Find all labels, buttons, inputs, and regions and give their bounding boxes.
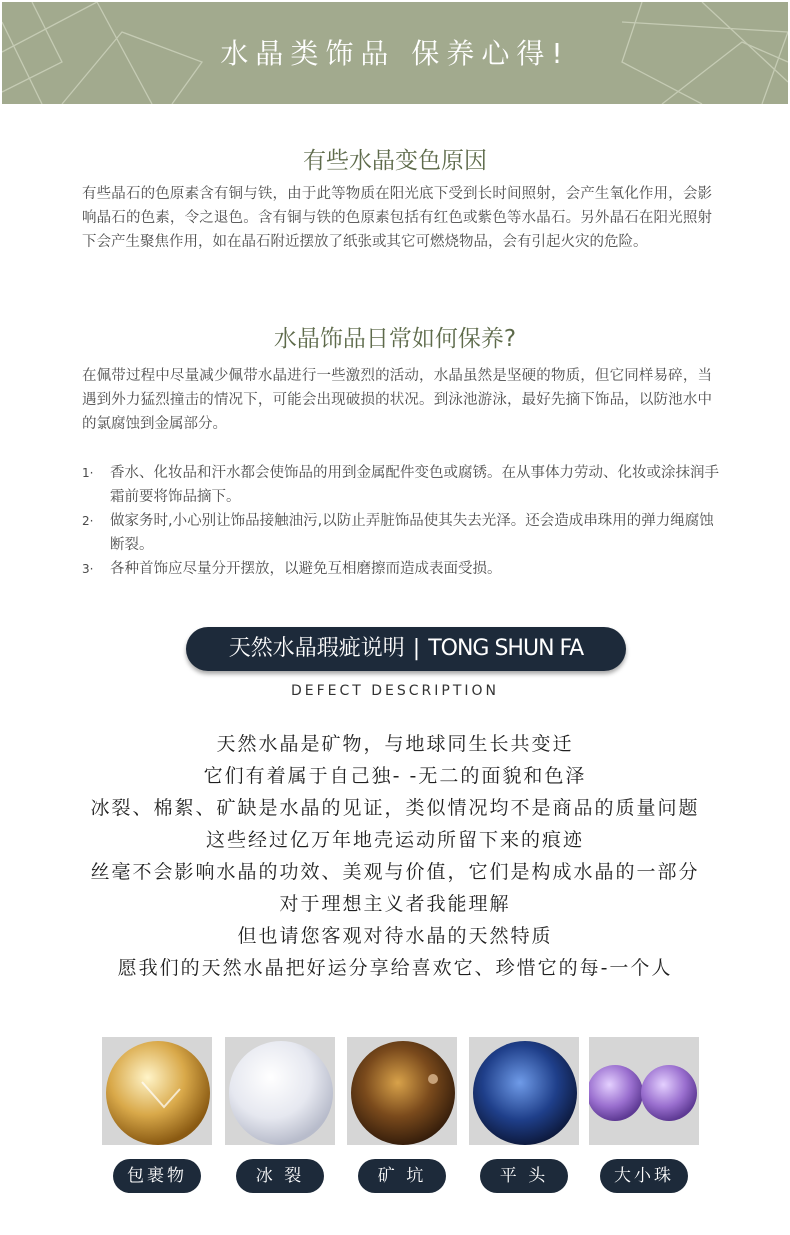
defect-banner-en: TONG SHUN FA (428, 636, 584, 661)
list-item-number: 3· (82, 562, 94, 576)
list-item-text: 香水、化妆品和汗水都会使饰品的用到金属配件变色或腐锈。在从事体力劳动、化妆或涂抹润手霜前要将饰品摘下。 (110, 465, 719, 505)
crystal-bead-image (347, 1037, 457, 1145)
list-item (82, 461, 722, 509)
section-title-discoloration: 有些水晶变色原因 (303, 148, 487, 174)
crystal-bead-image (469, 1037, 579, 1145)
defect-subtitle: DEFECT DESCRIPTION (290, 683, 500, 699)
list-item-number: 2· (82, 514, 94, 528)
sample-label-pit: 矿 坑 (358, 1159, 446, 1193)
sample-image-inclusion (102, 1037, 212, 1145)
sample-image-size-variance (589, 1037, 699, 1145)
list-item-text: 做家务时,小心别让饰品接触油污,以防止弄脏饰品使其失去光泽。还会造成串珠用的弹力绳腐蚀断裂。 (110, 513, 714, 553)
section-body-discoloration: 有些晶石的色原素含有铜与铁，由于此等物质在阳光底下受到长时间照射，会产生氧化作用，会影响晶石的色素，令之退色。含有铜与铁的色原素包括有红色或紫色等水晶石。另外晶石在阳光照射下会产生聚焦作用，如在晶石附近摆放了纸张或其它可燃烧物品，会有引起火灾的危险。 (82, 186, 712, 250)
statement-line: 但也请您客观对待水晶的天然特质 (237, 925, 553, 947)
statement-line: 丝毫不会影响水晶的功效、美观与价值，它们是构成水晶的一部分 (90, 861, 700, 883)
statement-line: 对于理想主义者我能理解 (279, 893, 511, 915)
crystal-bead-image (225, 1037, 335, 1145)
statement-line: 冰裂、棉絮、矿缺是水晶的见证，类似情况均不是商品的质量问题 (90, 797, 700, 819)
care-tips-list (82, 461, 722, 581)
defect-banner-cn: 天然水晶瑕疵说明 (228, 636, 405, 661)
header-banner (2, 2, 788, 104)
crystal-bead-image (589, 1037, 699, 1145)
banner-title: 水晶类饰品 保养心得! (220, 37, 570, 70)
section-body-care: 在佩带过程中尽量减少佩带水晶进行一些激烈的活动，水晶虽然是坚硬的物质，但它同样易碎，当遇到外力猛烈撞击的情况下，可能会出现破损的状况。到泳池游泳，最好先摘下饰品，以防池水中的氯腐蚀到金属部分。 (82, 368, 712, 432)
defect-banner-separator: | (412, 636, 421, 661)
sample-label-ice-crack: 冰 裂 (236, 1159, 324, 1193)
defect-statement (0, 728, 790, 984)
sample-image-flat-top (469, 1037, 579, 1145)
list-item (82, 557, 722, 581)
sample-label-flat-top: 平 头 (480, 1159, 568, 1193)
statement-line: 它们有着属于自己独- -无二的面貌和色泽 (203, 765, 587, 787)
statement-line: 愿我们的天然水晶把好运分享给喜欢它、珍惜它的每-一个人 (117, 957, 673, 979)
sample-image-ice-crack (225, 1037, 335, 1145)
list-item-number: 1· (82, 466, 94, 480)
statement-line: 这些经过亿万年地壳运动所留下来的痕迹 (205, 829, 584, 851)
defect-banner (186, 627, 626, 671)
section-title-care: 水晶饰品日常如何保养? (273, 326, 517, 352)
list-item (82, 509, 722, 557)
sample-image-pit (347, 1037, 457, 1145)
crystal-bead-image (102, 1037, 212, 1145)
statement-line: 天然水晶是矿物，与地球同生长共变迁 (216, 733, 574, 755)
sample-label-size-variance: 大小珠 (600, 1159, 688, 1193)
list-item-text: 各种首饰应尽量分开摆放，以避免互相磨擦而造成表面受损。 (110, 561, 502, 577)
sample-label-inclusion: 包裹物 (113, 1159, 201, 1193)
